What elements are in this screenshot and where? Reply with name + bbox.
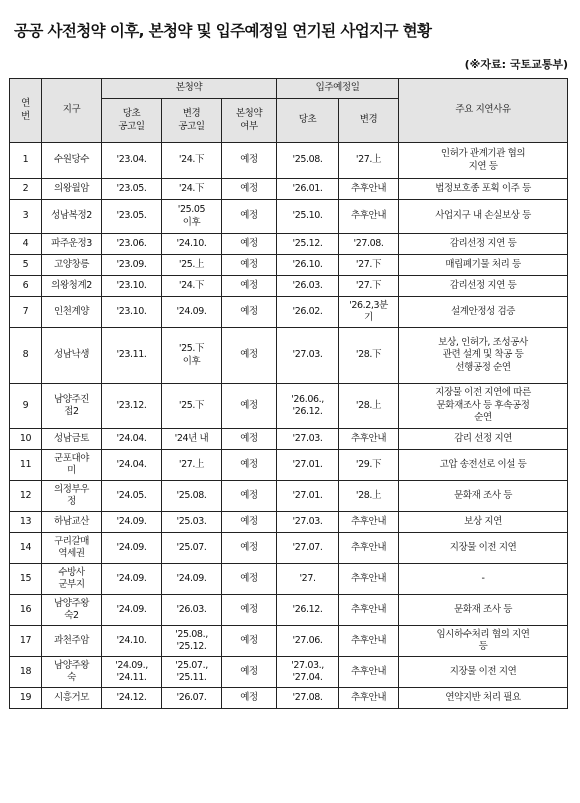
district-name-cell: 의왕월암 [42, 179, 102, 200]
new-notice-date-cell: '25.08. [162, 481, 222, 512]
subscription-status-cell: 예정 [222, 179, 277, 200]
table-row [10, 179, 568, 200]
delay-reason-cell: 감리선정 지연 등 [399, 276, 568, 297]
subscription-status-cell: 예정 [222, 143, 277, 179]
table-row [10, 234, 568, 255]
table-row [10, 328, 568, 384]
new-notice-date-cell: '25.07. [162, 533, 222, 564]
row-no-cell: 7 [10, 297, 42, 328]
subscription-status-cell: 예정 [222, 512, 277, 533]
new-notice-date-cell: '25.08., '25.12. [162, 626, 222, 657]
row-no-cell: 14 [10, 533, 42, 564]
delay-reason-cell: 지장물 이전 지연 [399, 657, 568, 688]
col-header-orig-move: 당초 [277, 99, 339, 143]
delay-reason-cell: 보상 지연 [399, 512, 568, 533]
orig-move-in-cell: '26.06., '26.12. [277, 384, 339, 429]
table-row [10, 533, 568, 564]
delay-reason-cell: 인허가 관계기관 협의 지연 등 [399, 143, 568, 179]
new-move-in-cell: 추후안내 [339, 595, 399, 626]
table-row [10, 512, 568, 533]
subscription-status-cell: 예정 [222, 384, 277, 429]
district-name-cell: 인천계양 [42, 297, 102, 328]
new-notice-date-cell: '26.03. [162, 595, 222, 626]
orig-notice-date-cell: '23.06. [102, 234, 162, 255]
new-move-in-cell: '26.2,3분 기 [339, 297, 399, 328]
subscription-status-cell: 예정 [222, 688, 277, 709]
district-name-cell: 의왕청계2 [42, 276, 102, 297]
table-row [10, 255, 568, 276]
col-header-new-move: 변경 [339, 99, 399, 143]
new-notice-date-cell: '24.09. [162, 564, 222, 595]
table-row [10, 481, 568, 512]
row-no-cell: 2 [10, 179, 42, 200]
table-row [10, 450, 568, 481]
new-move-in-cell: '28.上 [339, 384, 399, 429]
new-move-in-cell: '27.上 [339, 143, 399, 179]
orig-notice-date-cell: '23.10. [102, 297, 162, 328]
new-notice-date-cell: '24.下 [162, 143, 222, 179]
new-move-in-cell: 추후안내 [339, 512, 399, 533]
table-row [10, 200, 568, 234]
col-header-new-notice: 변경 공고일 [162, 99, 222, 143]
orig-move-in-cell: '25.10. [277, 200, 339, 234]
subscription-status-cell: 예정 [222, 328, 277, 384]
orig-notice-date-cell: '23.11. [102, 328, 162, 384]
new-notice-date-cell: '24.下 [162, 276, 222, 297]
district-name-cell: 성남낙생 [42, 328, 102, 384]
orig-notice-date-cell: '24.04. [102, 450, 162, 481]
orig-notice-date-cell: '23.12. [102, 384, 162, 429]
district-name-cell: 남양주왕 숙 [42, 657, 102, 688]
table-row [10, 595, 568, 626]
new-move-in-cell: 추후안내 [339, 200, 399, 234]
table-row [10, 429, 568, 450]
delay-reason-cell: 고압 송전선로 이설 등 [399, 450, 568, 481]
new-notice-date-cell: '24.下 [162, 179, 222, 200]
header-row-top [10, 79, 568, 99]
col-header-main-subscription: 본청약 [102, 79, 277, 99]
new-move-in-cell: '27.08. [339, 234, 399, 255]
new-notice-date-cell: '25.07., '25.11. [162, 657, 222, 688]
orig-notice-date-cell: '24.12. [102, 688, 162, 709]
new-notice-date-cell: '26.07. [162, 688, 222, 709]
new-move-in-cell: '27.下 [339, 255, 399, 276]
table-row [10, 297, 568, 328]
orig-move-in-cell: '26.10. [277, 255, 339, 276]
delay-reason-cell: 감리선정 지연 등 [399, 234, 568, 255]
new-notice-date-cell: '24년 내 [162, 429, 222, 450]
row-no-cell: 3 [10, 200, 42, 234]
delay-reason-cell: 보상, 인허가, 조성공사 관련 설계 및 착공 등 선행공정 순연 [399, 328, 568, 384]
row-no-cell: 18 [10, 657, 42, 688]
subscription-status-cell: 예정 [222, 255, 277, 276]
orig-move-in-cell: '25.08. [277, 143, 339, 179]
subscription-status-cell: 예정 [222, 481, 277, 512]
new-move-in-cell: 추후안내 [339, 688, 399, 709]
subscription-status-cell: 예정 [222, 626, 277, 657]
district-name-cell: 수원당수 [42, 143, 102, 179]
row-no-cell: 15 [10, 564, 42, 595]
new-notice-date-cell: '24.09. [162, 297, 222, 328]
row-no-cell: 6 [10, 276, 42, 297]
delay-reason-cell: 설계안정성 검증 [399, 297, 568, 328]
col-header-no: 연 번 [10, 79, 42, 143]
orig-move-in-cell: '27.01. [277, 450, 339, 481]
orig-move-in-cell: '27.07. [277, 533, 339, 564]
subscription-status-cell: 예정 [222, 450, 277, 481]
district-name-cell: 남양주왕 숙2 [42, 595, 102, 626]
new-notice-date-cell: '27.上 [162, 450, 222, 481]
orig-notice-date-cell: '24.09., '24.11. [102, 657, 162, 688]
delay-reason-cell: 지장물 이전 지연 [399, 533, 568, 564]
orig-move-in-cell: '26.12. [277, 595, 339, 626]
new-move-in-cell: '27.下 [339, 276, 399, 297]
table-header [10, 79, 568, 143]
row-no-cell: 8 [10, 328, 42, 384]
delay-reason-cell: 임시하수처리 협의 지연 등 [399, 626, 568, 657]
new-notice-date-cell: '25.05 이후 [162, 200, 222, 234]
table-row [10, 276, 568, 297]
subscription-status-cell: 예정 [222, 429, 277, 450]
row-no-cell: 19 [10, 688, 42, 709]
row-no-cell: 10 [10, 429, 42, 450]
orig-move-in-cell: '27.06. [277, 626, 339, 657]
source-note: (※자료: 국토교통부) [464, 58, 568, 71]
new-notice-date-cell: '25.上 [162, 255, 222, 276]
subscription-status-cell: 예정 [222, 234, 277, 255]
orig-move-in-cell: '26.01. [277, 179, 339, 200]
row-no-cell: 16 [10, 595, 42, 626]
new-move-in-cell: '28.上 [339, 481, 399, 512]
col-header-done: 본청약 여부 [222, 99, 277, 143]
new-notice-date-cell: '25.03. [162, 512, 222, 533]
orig-move-in-cell: '26.02. [277, 297, 339, 328]
delay-reason-cell: 사업지구 내 손실보상 등 [399, 200, 568, 234]
new-move-in-cell: 추후안내 [339, 533, 399, 564]
new-move-in-cell: 추후안내 [339, 429, 399, 450]
col-header-reason: 주요 지연사유 [399, 79, 568, 143]
district-name-cell: 하남교산 [42, 512, 102, 533]
subscription-status-cell: 예정 [222, 200, 277, 234]
orig-notice-date-cell: '23.05. [102, 200, 162, 234]
orig-move-in-cell: '26.03. [277, 276, 339, 297]
orig-move-in-cell: '25.12. [277, 234, 339, 255]
page-title: 공공 사전청약 이후, 본청약 및 입주예정일 연기된 사업지구 현황 [14, 22, 432, 40]
col-header-orig-notice: 당초 공고일 [102, 99, 162, 143]
new-notice-date-cell: '25.下 [162, 384, 222, 429]
district-name-cell: 과천주암 [42, 626, 102, 657]
row-no-cell: 9 [10, 384, 42, 429]
orig-notice-date-cell: '23.05. [102, 179, 162, 200]
new-notice-date-cell: '25.下 이후 [162, 328, 222, 384]
orig-notice-date-cell: '24.09. [102, 564, 162, 595]
district-name-cell: 군포대야 미 [42, 450, 102, 481]
new-notice-date-cell: '24.10. [162, 234, 222, 255]
orig-notice-date-cell: '24.04. [102, 429, 162, 450]
delay-reason-cell: 문화재 조사 등 [399, 481, 568, 512]
district-name-cell: 시흥거모 [42, 688, 102, 709]
orig-move-in-cell: '27.03. [277, 328, 339, 384]
district-name-cell: 고양창릉 [42, 255, 102, 276]
orig-move-in-cell: '27.08. [277, 688, 339, 709]
orig-move-in-cell: '27.03. [277, 429, 339, 450]
subscription-status-cell: 예정 [222, 297, 277, 328]
subscription-status-cell: 예정 [222, 276, 277, 297]
new-move-in-cell: 추후안내 [339, 564, 399, 595]
orig-move-in-cell: '27.01. [277, 481, 339, 512]
orig-notice-date-cell: '24.05. [102, 481, 162, 512]
row-no-cell: 11 [10, 450, 42, 481]
row-no-cell: 13 [10, 512, 42, 533]
col-header-move-in: 입주예정일 [277, 79, 399, 99]
orig-notice-date-cell: '24.10. [102, 626, 162, 657]
district-name-cell: 남양주진 접2 [42, 384, 102, 429]
subscription-status-cell: 예정 [222, 595, 277, 626]
orig-notice-date-cell: '23.09. [102, 255, 162, 276]
delay-reason-cell: 법정보호종 포획 이주 등 [399, 179, 568, 200]
table-body [10, 143, 568, 709]
district-name-cell: 구리갈매 역세권 [42, 533, 102, 564]
orig-notice-date-cell: '24.09. [102, 533, 162, 564]
delay-reason-cell: 지장물 이전 지연에 따른 문화재조사 등 후속공정 순연 [399, 384, 568, 429]
orig-notice-date-cell: '24.09. [102, 512, 162, 533]
district-name-cell: 성남금토 [42, 429, 102, 450]
row-no-cell: 5 [10, 255, 42, 276]
district-name-cell: 수방사 군부지 [42, 564, 102, 595]
table-row [10, 564, 568, 595]
orig-notice-date-cell: '24.09. [102, 595, 162, 626]
delay-reason-cell: 연약지반 처리 필요 [399, 688, 568, 709]
orig-move-in-cell: '27.03. [277, 512, 339, 533]
district-name-cell: 의정부우 정 [42, 481, 102, 512]
subscription-status-cell: 예정 [222, 657, 277, 688]
table-row [10, 143, 568, 179]
delay-reason-cell: - [399, 564, 568, 595]
new-move-in-cell: 추후안내 [339, 179, 399, 200]
district-name-cell: 파주운정3 [42, 234, 102, 255]
new-move-in-cell: '29.下 [339, 450, 399, 481]
orig-move-in-cell: '27. [277, 564, 339, 595]
new-move-in-cell: '28.下 [339, 328, 399, 384]
table-row [10, 688, 568, 709]
row-no-cell: 4 [10, 234, 42, 255]
row-no-cell: 1 [10, 143, 42, 179]
table-row [10, 626, 568, 657]
row-no-cell: 12 [10, 481, 42, 512]
col-header-district: 지구 [42, 79, 102, 143]
new-move-in-cell: 추후안내 [339, 626, 399, 657]
delay-reason-cell: 매립폐기물 처리 등 [399, 255, 568, 276]
orig-move-in-cell: '27.03., '27.04. [277, 657, 339, 688]
delay-reason-cell: 문화재 조사 등 [399, 595, 568, 626]
orig-notice-date-cell: '23.04. [102, 143, 162, 179]
subscription-status-cell: 예정 [222, 564, 277, 595]
table-row [10, 384, 568, 429]
delay-reason-cell: 감리 선정 지연 [399, 429, 568, 450]
district-name-cell: 성남복정2 [42, 200, 102, 234]
row-no-cell: 17 [10, 626, 42, 657]
subscription-status-cell: 예정 [222, 533, 277, 564]
orig-notice-date-cell: '23.10. [102, 276, 162, 297]
new-move-in-cell: 추후안내 [339, 657, 399, 688]
delay-status-table [9, 78, 568, 709]
table-row [10, 657, 568, 688]
